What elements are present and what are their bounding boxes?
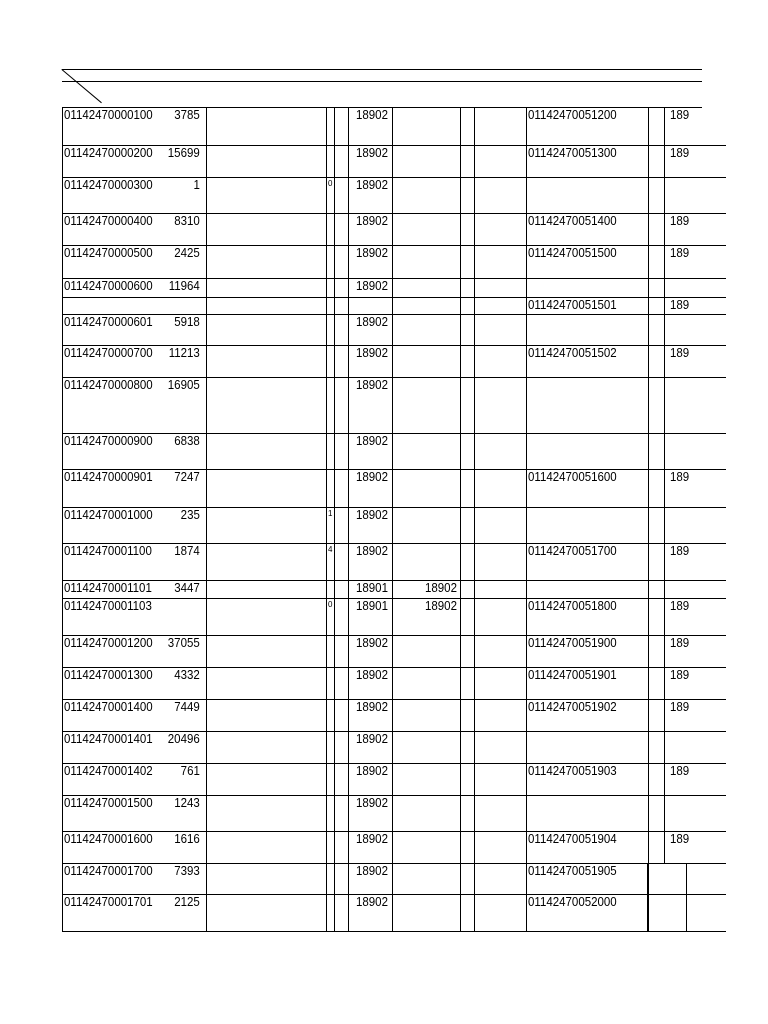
row-amount: 1874 <box>174 544 200 558</box>
row-amount: 6838 <box>174 434 200 448</box>
column-line <box>647 863 649 931</box>
row-ref3: 189 <box>670 764 690 778</box>
row-separator <box>526 731 726 732</box>
row-separator <box>526 314 726 315</box>
row-ref3: 189 <box>670 470 690 484</box>
row-code: 01142470000700 <box>64 346 153 360</box>
row-amount: 3785 <box>174 108 200 122</box>
column-line <box>206 107 207 931</box>
row-code2: 01142470051200 <box>528 108 617 122</box>
row-code2: 01142470051905 <box>528 864 617 878</box>
row-code2: 01142470052000 <box>528 895 617 909</box>
header-diagonal <box>61 69 101 103</box>
row-amount: 1 <box>193 178 200 192</box>
row-amount: 1616 <box>174 832 200 846</box>
row-code2: 01142470051300 <box>528 146 617 160</box>
row-code: 01142470000900 <box>64 434 153 448</box>
row-flag: 0 <box>328 600 333 609</box>
row-ref: 18902 <box>356 864 388 878</box>
row-code: 01142470000800 <box>64 378 153 392</box>
row-separator <box>526 433 726 434</box>
row-ref: 18902 <box>356 279 388 293</box>
row-ref: 18901 <box>356 581 388 595</box>
row-code: 01142470001400 <box>64 700 153 714</box>
row-code2: 01142470051600 <box>528 470 617 484</box>
row-ref: 18902 <box>356 796 388 810</box>
row-ref3: 189 <box>670 636 690 650</box>
row-ref: 18902 <box>356 346 388 360</box>
row-ref3: 189 <box>670 599 690 613</box>
row-code: 01142470001000 <box>64 508 153 522</box>
row-code: 01142470000600 <box>64 279 153 293</box>
row-code2: 01142470051501 <box>528 298 617 312</box>
row-ref3: 189 <box>670 668 690 682</box>
row-amount: 1243 <box>174 796 200 810</box>
row-code: 01142470001600 <box>64 832 153 846</box>
row-code2: 01142470051901 <box>528 668 617 682</box>
row-code: 01142470001103 <box>64 599 152 613</box>
column-line <box>62 107 63 931</box>
row-ref3: 189 <box>670 346 690 360</box>
row-code: 01142470001402 <box>64 764 153 778</box>
row-ref2: 18902 <box>425 581 457 595</box>
row-code: 01142470001100 <box>64 544 152 558</box>
row-separator <box>526 931 726 932</box>
row-amount: 11213 <box>168 346 200 360</box>
row-code2: 01142470051903 <box>528 764 617 778</box>
row-ref: 18902 <box>356 378 388 392</box>
row-amount: 37055 <box>168 636 200 650</box>
column-line <box>474 107 475 931</box>
row-flag: 0 <box>328 179 333 188</box>
row-code: 01142470001300 <box>64 668 153 682</box>
column-line <box>526 107 527 931</box>
row-ref: 18902 <box>356 668 388 682</box>
row-code: 01142470001200 <box>64 636 153 650</box>
column-line <box>664 107 665 863</box>
row-flag: 4 <box>328 545 333 554</box>
row-ref: 18902 <box>356 214 388 228</box>
row-ref: 18902 <box>356 146 388 160</box>
row-separator <box>62 931 526 932</box>
row-code: 01142470000100 <box>64 108 153 122</box>
row-separator <box>526 795 726 796</box>
row-ref3: 189 <box>670 214 690 228</box>
row-amount: 7449 <box>174 700 200 714</box>
row-amount: 2125 <box>174 895 200 909</box>
row-ref3: 189 <box>670 298 690 312</box>
row-ref: 18902 <box>356 895 388 909</box>
column-line <box>648 107 649 931</box>
row-ref3: 189 <box>670 108 690 122</box>
row-ref: 18902 <box>356 434 388 448</box>
row-amount: 7393 <box>174 864 200 878</box>
column-line <box>334 107 335 931</box>
row-amount: 761 <box>180 764 200 778</box>
row-code: 01142470000400 <box>64 214 153 228</box>
column-line <box>326 107 327 931</box>
row-code: 01142470000901 <box>64 470 153 484</box>
row-separator <box>526 177 726 178</box>
row-ref3: 189 <box>670 246 690 260</box>
row-amount: 7247 <box>174 470 200 484</box>
header-rule <box>62 69 702 70</box>
row-amount: 3447 <box>174 581 200 595</box>
column-line <box>348 107 349 931</box>
row-ref: 18902 <box>356 246 388 260</box>
row-ref3: 189 <box>670 700 690 714</box>
row-code: 01142470000500 <box>64 246 153 260</box>
row-ref2: 18902 <box>425 599 457 613</box>
row-amount: 235 <box>180 508 200 522</box>
row-ref: 18902 <box>356 108 388 122</box>
row-amount: 11964 <box>168 279 200 293</box>
column-line <box>460 107 461 931</box>
row-code2: 01142470051502 <box>528 346 617 360</box>
row-ref: 18902 <box>356 544 388 558</box>
row-code: 01142470001500 <box>64 796 153 810</box>
row-ref3: 189 <box>670 832 690 846</box>
row-ref: 18902 <box>356 315 388 329</box>
row-ref: 18902 <box>356 508 388 522</box>
row-code: 01142470000200 <box>64 146 153 160</box>
row-separator <box>526 278 726 279</box>
row-code2: 01142470051904 <box>528 832 617 846</box>
row-amount: 4332 <box>174 668 200 682</box>
row-code: 01142470001700 <box>64 864 153 878</box>
row-code2: 01142470051902 <box>528 700 617 714</box>
row-separator <box>526 377 726 378</box>
row-code2: 01142470051700 <box>528 544 617 558</box>
row-separator <box>526 507 726 508</box>
row-ref3: 189 <box>670 544 690 558</box>
row-ref: 18902 <box>356 700 388 714</box>
row-amount: 15699 <box>168 146 200 160</box>
row-code: 01142470001401 <box>64 732 153 746</box>
row-ref: 18901 <box>356 599 388 613</box>
column-line <box>686 863 687 931</box>
row-ref: 18902 <box>356 764 388 778</box>
row-amount: 5918 <box>174 315 200 329</box>
header-rule <box>62 81 702 82</box>
row-code2: 01142470051500 <box>528 246 617 260</box>
row-code2: 01142470051800 <box>528 599 617 613</box>
row-ref3: 189 <box>670 146 690 160</box>
row-code2: 01142470051400 <box>528 214 617 228</box>
row-amount: 16905 <box>168 378 200 392</box>
row-code2: 01142470051900 <box>528 636 617 650</box>
row-code: 01142470000300 <box>64 178 153 192</box>
row-ref: 18902 <box>356 636 388 650</box>
column-line <box>392 107 393 931</box>
row-separator <box>62 297 526 298</box>
row-ref: 18902 <box>356 470 388 484</box>
row-flag: 1 <box>328 509 333 518</box>
row-ref: 18902 <box>356 832 388 846</box>
row-amount: 2425 <box>174 246 200 260</box>
row-amount: 20496 <box>168 732 200 746</box>
row-code: 01142470001101 <box>64 581 152 595</box>
row-code: 01142470001701 <box>64 895 153 909</box>
row-amount: 8310 <box>174 214 200 228</box>
row-separator <box>526 580 726 581</box>
row-code: 01142470000601 <box>64 315 153 329</box>
row-ref: 18902 <box>356 732 388 746</box>
row-ref: 18902 <box>356 178 388 192</box>
